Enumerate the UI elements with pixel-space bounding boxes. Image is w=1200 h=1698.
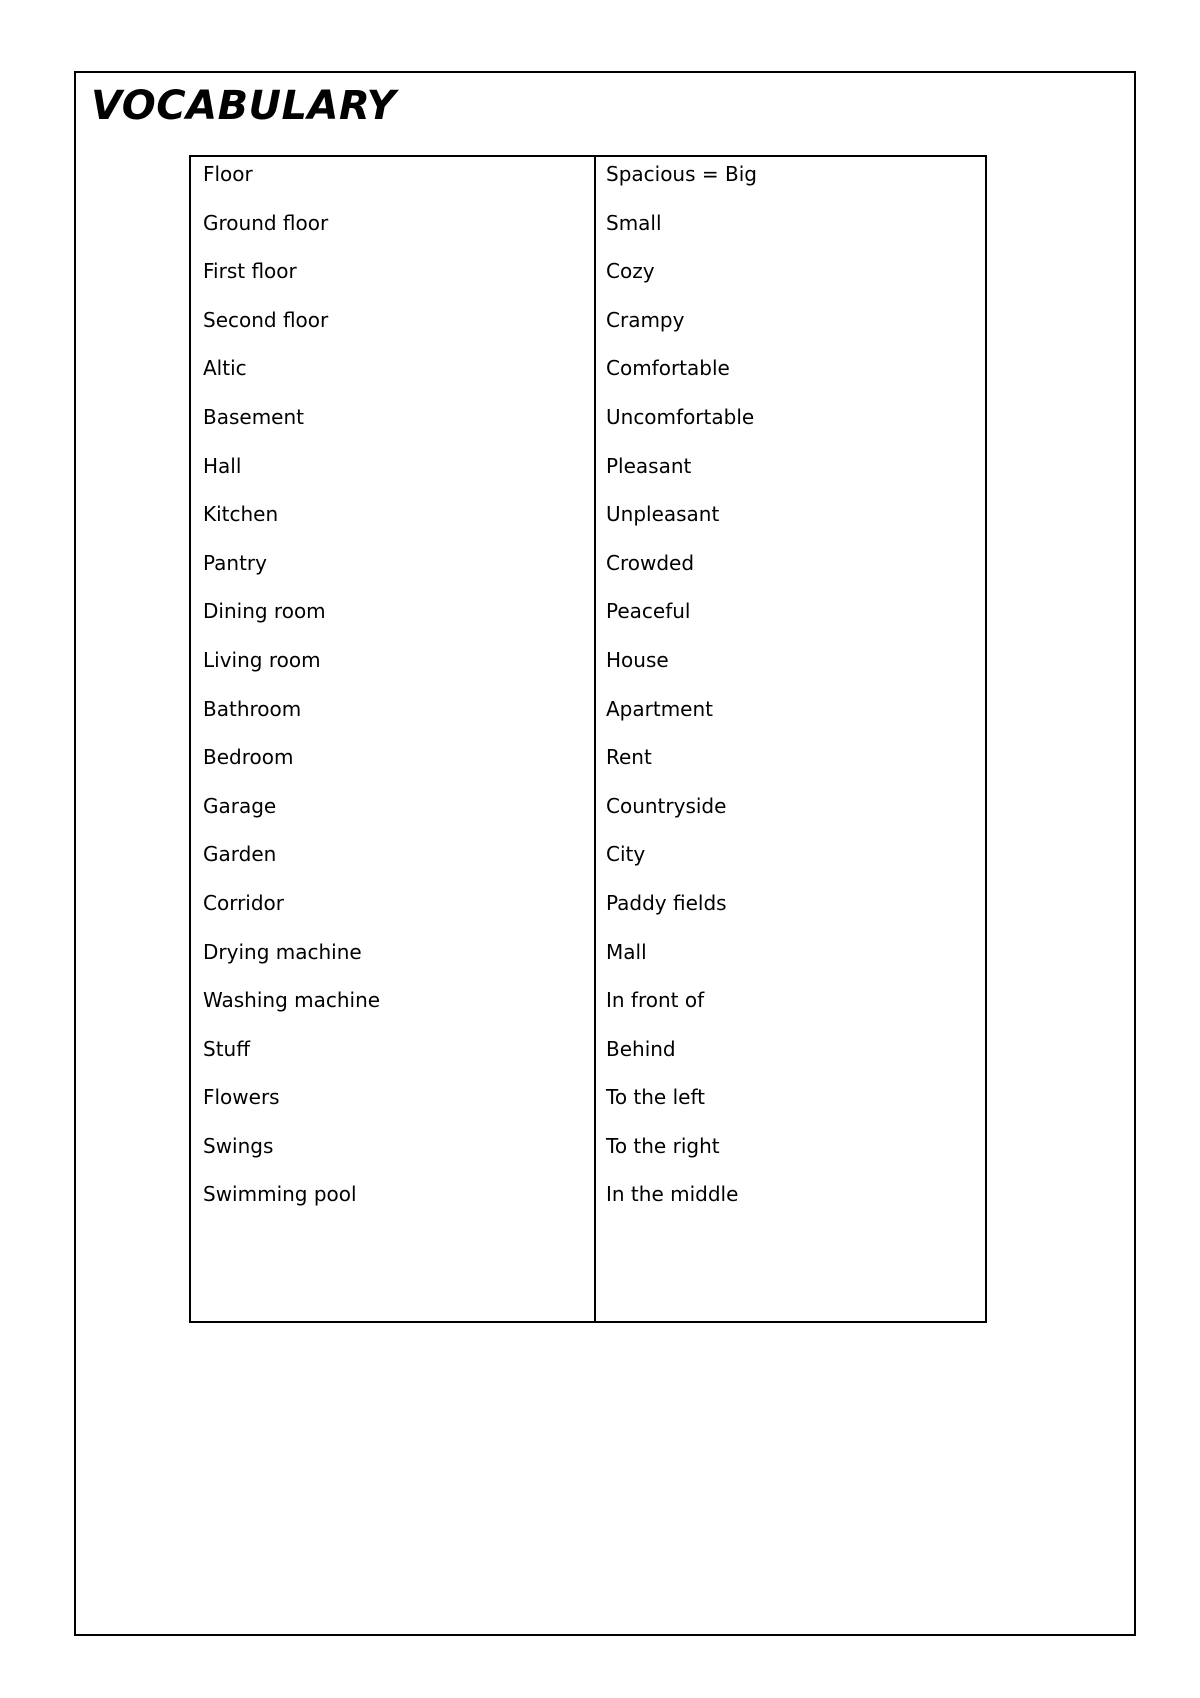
vocabulary-item: City [606,842,646,867]
vocabulary-column-right [596,157,985,1321]
vocabulary-item: Garden [203,842,277,867]
vocabulary-item: Crowded [606,550,695,575]
vocabulary-item: Bathroom [203,696,302,721]
vocabulary-list-right [606,161,985,1230]
vocabulary-item: Flowers [203,1085,280,1110]
vocabulary-item: Basement [203,404,305,429]
vocabulary-item: Uncomfortable [606,404,755,429]
page-title: VOCABULARY [91,83,397,129]
vocabulary-list-left [203,161,594,1230]
vocabulary-item: Floor [203,162,253,186]
vocabulary-item: Second floor [203,307,329,332]
vocabulary-item: Pleasant [606,453,692,478]
vocabulary-item: Peaceful [606,599,691,624]
vocabulary-item: Swimming pool [203,1182,357,1207]
vocabulary-item: Countryside [606,793,727,818]
vocabulary-item: Drying machine [203,939,362,964]
vocabulary-item: Hall [203,453,242,478]
vocabulary-table [189,155,987,1323]
vocabulary-item: Ground floor [203,210,329,235]
vocabulary-item: Stuff [203,1036,250,1061]
vocabulary-column-left [191,157,596,1321]
vocabulary-item: Paddy fields [606,890,727,915]
vocabulary-item: Cozy [606,259,655,284]
vocabulary-item: Dining room [203,599,326,624]
vocabulary-item: Mall [606,939,647,964]
vocabulary-item: Garage [203,793,277,818]
vocabulary-item: House [606,647,669,672]
vocabulary-item: Corridor [203,890,285,915]
vocabulary-item: To the left [606,1085,705,1110]
vocabulary-item: Bedroom [203,745,294,770]
vocabulary-item: Altic [203,356,247,381]
vocabulary-item: Crampy [606,307,685,332]
vocabulary-item: Apartment [606,696,714,721]
vocabulary-item: Swings [203,1133,274,1158]
vocabulary-item: To the right [606,1133,720,1158]
vocabulary-item: Living room [203,647,321,672]
vocabulary-item: Small [606,210,662,235]
vocabulary-item: Comfortable [606,356,730,381]
vocabulary-item: In the middle [606,1182,739,1207]
vocabulary-item: Washing machine [203,988,381,1013]
vocabulary-item: Pantry [203,550,267,575]
vocabulary-item: Behind [606,1036,676,1061]
vocabulary-item: Kitchen [203,502,279,527]
vocabulary-item: Unpleasant [606,502,720,527]
vocabulary-item: Spacious = Big [606,162,757,186]
vocabulary-item: Rent [606,745,652,770]
vocabulary-item: In front of [606,988,705,1013]
vocabulary-item: First floor [203,259,297,284]
